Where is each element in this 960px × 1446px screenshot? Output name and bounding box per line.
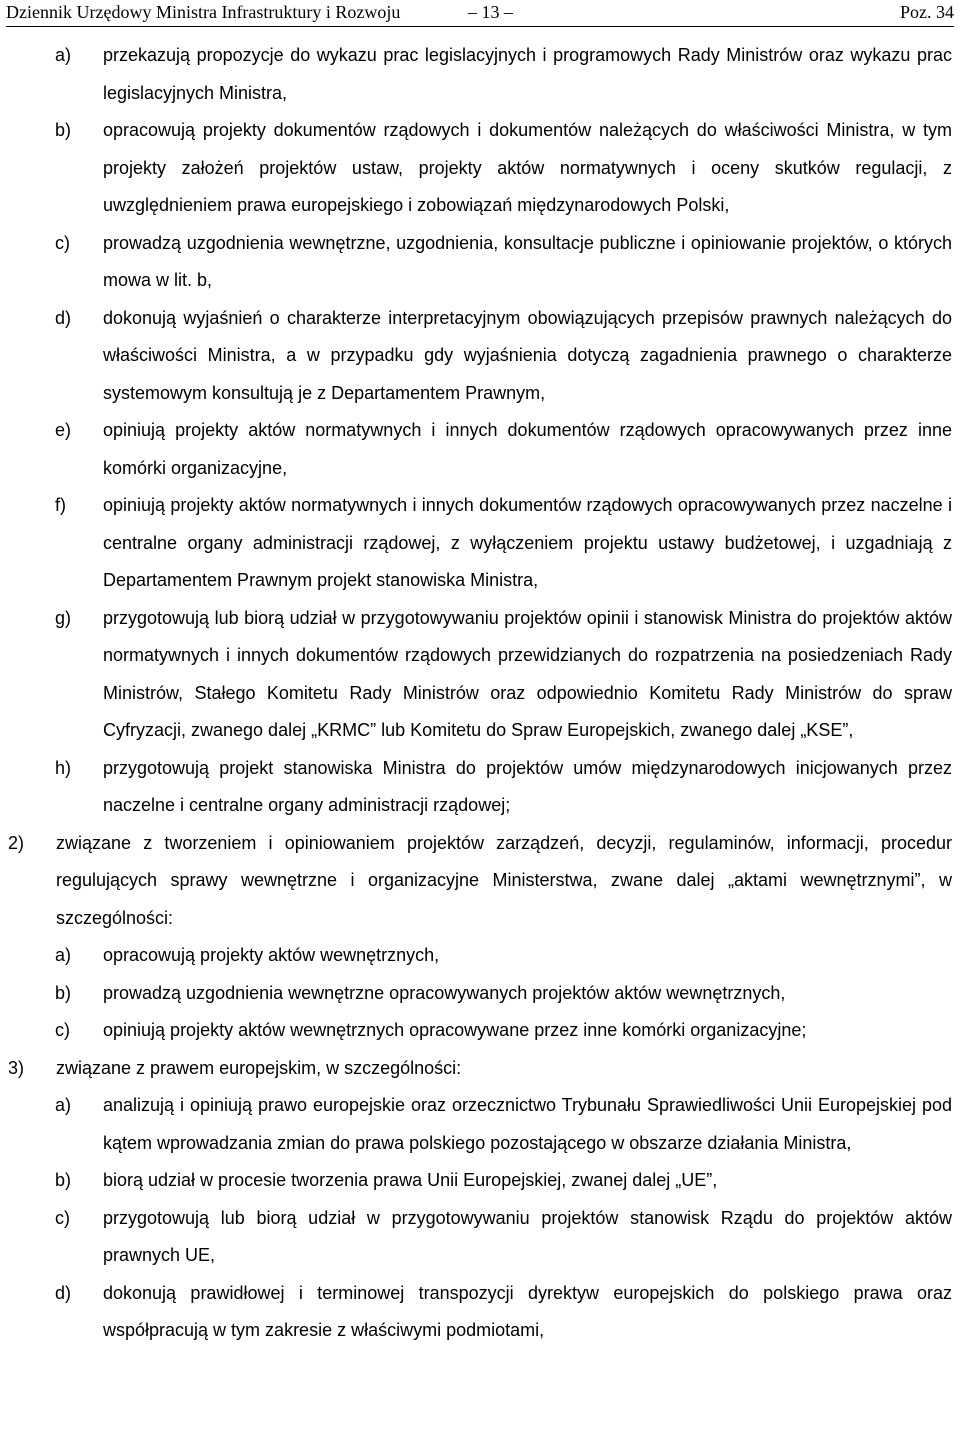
page-header: [6, 0, 954, 27]
list-item-label: g): [55, 607, 72, 628]
list-item: [0, 112, 960, 225]
list-item-text: dokonują prawidłowej i terminowej transpozycji dyrektyw europejskich do polskiego prawa oraz współpracują w tym zakresie z właściwymi podmiotami,: [103, 1282, 952, 1340]
section-item-label: 3): [8, 1057, 25, 1078]
list-item-label: h): [55, 757, 72, 778]
list-item: [0, 487, 960, 600]
list-item-label: b): [55, 1170, 72, 1190]
list-item-label: a): [55, 45, 72, 65]
list-item-text: opiniują projekty aktów normatywnych i innych dokumentów rządowych opracowywanych przez naczelne i centralne organy administracji rządowej, z wyłączeniem projektu ustawy budżetowej, i uzgadniają z Departamentem Prawnym projekt stanowiska Ministra,: [103, 495, 952, 590]
section-item: [0, 1050, 960, 1088]
list-item: [0, 1275, 960, 1350]
list-item-text: opiniują projekty aktów normatywnych i innych dokumentów rządowych opracowywanych przez inne komórki organizacyjne,: [103, 420, 952, 478]
section-item-text: związane z tworzeniem i opiniowaniem projektów zarządzeń, decyzji, regulaminów, informacji, procedur regulujących sprawy wewnętrzne i organizacyjne Ministerstwa, zwane dalej „aktami wewnętrznymi”, w szczególności:: [56, 832, 952, 928]
list-item: [0, 1200, 960, 1275]
list-item-text: przygotowują lub biorą udział w przygotowywaniu projektów stanowisk Rządu do projektów aktów prawnych UE,: [103, 1207, 952, 1265]
section-item-text: związane z prawem europejskim, w szczególności:: [56, 1057, 462, 1078]
list-item-text: analizują i opiniują prawo europejskie oraz orzecznictwo Trybunału Sprawiedliwości Unii Europejskiej pod kątem wprowadzania zmian do prawa polskiego pozostającego w obszarze działania Ministra,: [103, 1095, 952, 1153]
list-item-text: przekazują propozycje do wykazu prac legislacyjnych i programowych Rady Ministrów oraz wykazu prac legislacyjnych Ministra,: [103, 45, 952, 103]
list-item: [0, 600, 960, 750]
list-item-label: b): [55, 120, 72, 140]
list-item-text: opracowują projekty dokumentów rządowych i dokumentów należących do właściwości Ministra, w tym projekty założeń projektów ustaw, projekty aktów normatywnych i oceny skutków regulacji, z uwzględnieniem prawa europejskiego i zobowiązań międzynarodowych Polski,: [103, 120, 952, 215]
position-number: Poz. 34: [900, 2, 954, 22]
list-item: [0, 750, 960, 825]
list-item-label: b): [55, 982, 72, 1003]
list-item: [0, 1012, 960, 1050]
list-item-text: dokonują wyjaśnień o charakterze interpretacyjnym obowiązujących przepisów prawnych należących do właściwości Ministra, a w przypadku gdy wyjaśnienia dotyczą zagadnienia prawnego o charakterze systemowym konsultują je z Departamentem Prawnym,: [103, 307, 952, 403]
list-item-label: a): [55, 1095, 72, 1115]
list-item-label: c): [55, 1020, 70, 1040]
section-item: [0, 825, 960, 938]
list-item-label: c): [55, 1207, 70, 1228]
list-item: [0, 300, 960, 413]
list-item: [0, 225, 960, 300]
list-item: [0, 1087, 960, 1162]
list-item: [0, 975, 960, 1013]
list-item-text: biorą udział w procesie tworzenia prawa Unii Europejskiej, zwanej dalej „UE”,: [103, 1170, 718, 1190]
list-item: [0, 37, 960, 112]
list-item-text: prowadzą uzgodnienia wewnętrzne opracowywanych projektów aktów wewnętrznych,: [103, 982, 786, 1003]
list-item-text: przygotowują lub biorą udział w przygotowywaniu projektów opinii i stanowisk Ministra do projektów aktów normatywnych i innych dokumentów rządowych przewidzianych do rozpatrzenia na posiedzeniach Rady Ministrów, Stałego Komitetu Rady Ministrów oraz odpowiednio Komitetu Rady Ministrów do spraw Cyfryzacji, zwanego dalej „KRMC” lub Komitetu do Spraw Europejskich, zwanego dalej „KSE”,: [103, 607, 952, 740]
list-item-text: opracowują projekty aktów wewnętrznych,: [103, 945, 440, 965]
journal-title: Dziennik Urzędowy Ministra Infrastruktury i Rozwoju: [6, 2, 401, 22]
list-item-label: c): [55, 232, 70, 253]
list-item-text: prowadzą uzgodnienia wewnętrzne, uzgodnienia, konsultacje publiczne i opiniowanie projektów, o których mowa w lit. b,: [103, 232, 952, 290]
list-item: [0, 1162, 960, 1200]
list-item-label: d): [55, 307, 72, 328]
section-item-label: 2): [8, 832, 25, 853]
page-number: – 13 –: [468, 2, 513, 22]
list-item-label: f): [55, 495, 66, 515]
list-item: [0, 937, 960, 975]
list-item-text: opiniują projekty aktów wewnętrznych opracowywane przez inne komórki organizacyjne;: [103, 1020, 807, 1040]
list-item-label: a): [55, 945, 72, 965]
document-body: [0, 37, 960, 1350]
list-item: [0, 412, 960, 487]
list-item-label: e): [55, 420, 72, 440]
list-item-label: d): [55, 1282, 72, 1303]
list-item-text: przygotowują projekt stanowiska Ministra do projektów umów międzynarodowych inicjowanych przez naczelne i centralne organy administracji rządowej;: [103, 757, 952, 815]
